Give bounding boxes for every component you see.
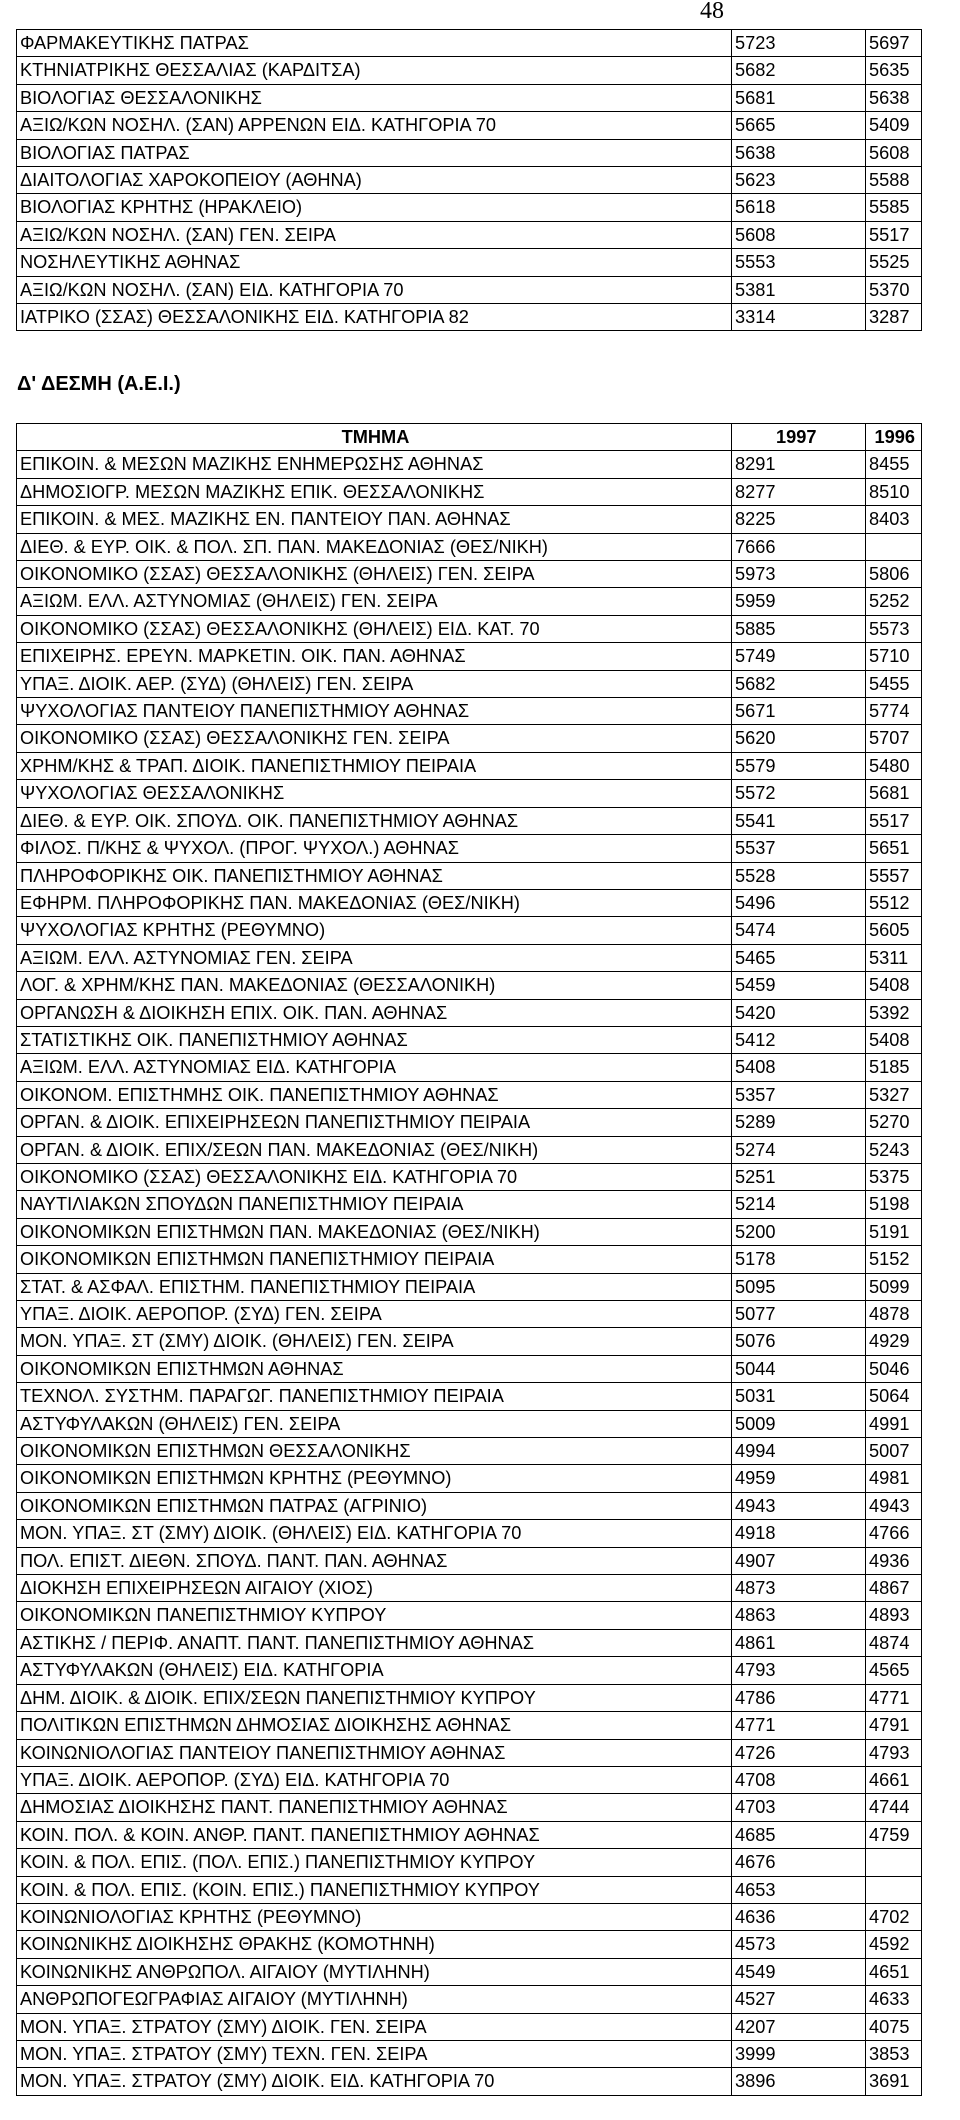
department-cell: ΜΟΝ. ΥΠΑΞ. ΣΤΡΑΤΟΥ (ΣΜΥ) ΔΙΟΙΚ. ΕΙΔ. ΚΑΤΗΓΟΡΙΑ 70: [17, 2068, 732, 2095]
score-1996-cell: 5635: [866, 57, 922, 84]
score-1996-cell: 4592: [866, 1931, 922, 1958]
table-row: [17, 139, 922, 166]
score-1996-cell: [866, 1849, 922, 1876]
score-1997-cell: 5031: [732, 1383, 866, 1410]
department-cell: ΚΟΙΝ. & ΠΟΛ. ΕΠΙΣ. (ΚΟΙΝ. ΕΠΙΣ.) ΠΑΝΕΠΙΣΤΗΜΙΟΥ ΚΥΠΡΟΥ: [17, 1876, 732, 1903]
table-row: [17, 698, 922, 725]
score-1996-cell: 5311: [866, 944, 922, 971]
score-1996-cell: [866, 533, 922, 560]
scores-table-top: [16, 29, 922, 331]
score-1996-cell: 4661: [866, 1766, 922, 1793]
department-cell: ΥΠΑΞ. ΔΙΟΙΚ. ΑΕΡΟΠΟΡ. (ΣΥΔ) ΓΕΝ. ΣΕΙΡΑ: [17, 1301, 732, 1328]
score-1996-cell: 5517: [866, 221, 922, 248]
table-row: [17, 1273, 922, 1300]
table-row: [17, 1081, 922, 1108]
department-cell: ΣΤΑΤΙΣΤΙΚΗΣ ΟΙΚ. ΠΑΝΕΠΙΣΤΗΜΙΟΥ ΑΘΗΝΑΣ: [17, 1026, 732, 1053]
score-1997-cell: 5044: [732, 1355, 866, 1382]
score-1996-cell: 4929: [866, 1328, 922, 1355]
department-cell: ΟΙΚΟΝΟΜΙΚΩΝ ΕΠΙΣΤΗΜΩΝ ΚΡΗΤΗΣ (ΡΕΘΥΜΝΟ): [17, 1465, 732, 1492]
score-1997-cell: 4708: [732, 1766, 866, 1793]
department-cell: ΨΥΧΟΛΟΓΙΑΣ ΘΕΣΣΑΛΟΝΙΚΗΣ: [17, 780, 732, 807]
score-1996-cell: 5046: [866, 1355, 922, 1382]
department-cell: ΑΣΤΥΦΥΛΑΚΩΝ (ΘΗΛΕΙΣ) ΕΙΔ. ΚΑΤΗΓΟΡΙΑ: [17, 1657, 732, 1684]
score-1996-cell: 5480: [866, 752, 922, 779]
score-1996-cell: 5408: [866, 1026, 922, 1053]
department-cell: ΑΞΙΩ/ΚΩΝ ΝΟΣΗΛ. (ΣΑΝ) ΕΙΔ. ΚΑΤΗΓΟΡΙΑ 70: [17, 276, 732, 303]
department-cell: ΣΤΑΤ. & ΑΣΦΑΛ. ΕΠΙΣΤΗΜ. ΠΑΝΕΠΙΣΤΗΜΙΟΥ ΠΕΙΡΑΙΑ: [17, 1273, 732, 1300]
score-1997-cell: 5541: [732, 807, 866, 834]
score-1997-cell: 8225: [732, 506, 866, 533]
score-1996-cell: 8403: [866, 506, 922, 533]
score-1997-cell: 4771: [732, 1712, 866, 1739]
score-1997-cell: 5357: [732, 1081, 866, 1108]
score-1997-cell: 5608: [732, 221, 866, 248]
table-row: [17, 1191, 922, 1218]
score-1996-cell: 4936: [866, 1547, 922, 1574]
score-1996-cell: 5392: [866, 999, 922, 1026]
score-1996-cell: 4793: [866, 1739, 922, 1766]
scores-table-d-desmi-body: [17, 424, 922, 2096]
department-cell: ΟΙΚΟΝΟΜΙΚΟ (ΣΣΑΣ) ΘΕΣΣΑΛΟΝΙΚΗΣ (ΘΗΛΕΙΣ) ΓΕΝ. ΣΕΙΡΑ: [17, 561, 732, 588]
table-row: [17, 1629, 922, 1656]
table-row: [17, 725, 922, 752]
score-1996-cell: 4981: [866, 1465, 922, 1492]
department-cell: ΑΞΙΩ/ΚΩΝ ΝΟΣΗΛ. (ΣΑΝ) ΑΡΡΕΝΩΝ ΕΙΔ. ΚΑΤΗΓΟΡΙΑ 70: [17, 112, 732, 139]
table-row: [17, 1054, 922, 1081]
score-1997-cell: 5095: [732, 1273, 866, 1300]
score-1996-cell: 5525: [866, 249, 922, 276]
department-cell: ΕΠΙΧΕΙΡΗΣ. ΕΡΕΥΝ. ΜΑΡΚΕΤΙΝ. ΟΙΚ. ΠΑΝ. ΑΘΗΝΑΣ: [17, 643, 732, 670]
score-1997-cell: 5420: [732, 999, 866, 1026]
score-1996-cell: 5697: [866, 30, 922, 57]
score-1996-cell: 5252: [866, 588, 922, 615]
score-1997-cell: 4703: [732, 1794, 866, 1821]
table-row: [17, 1849, 922, 1876]
department-cell: ΑΣΤΙΚΗΣ / ΠΕΡΙΦ. ΑΝΑΠΤ. ΠΑΝΤ. ΠΑΝΕΠΙΣΤΗΜΙΟΥ ΑΘΗΝΑΣ: [17, 1629, 732, 1656]
score-1997-cell: 5682: [732, 670, 866, 697]
table-row: [17, 561, 922, 588]
score-1997-cell: 4907: [732, 1547, 866, 1574]
score-1996-cell: 4744: [866, 1794, 922, 1821]
score-1997-cell: 4793: [732, 1657, 866, 1684]
table-row: [17, 1301, 922, 1328]
table-row: [17, 194, 922, 221]
scores-table-d-desmi: [16, 423, 922, 2096]
department-cell: ΟΙΚΟΝΟΜΙΚΩΝ ΕΠΙΣΤΗΜΩΝ ΠΑΝ. ΜΑΚΕΔΟΝΙΑΣ (ΘΕΣ/ΝΙΚΗ): [17, 1218, 732, 1245]
department-cell: ΟΡΓΑΝ. & ΔΙΟΙΚ. ΕΠΙΧ/ΣΕΩΝ ΠΑΝ. ΜΑΚΕΔΟΝΙΑΣ (ΘΕΣ/ΝΙΚΗ): [17, 1136, 732, 1163]
score-1996-cell: 5707: [866, 725, 922, 752]
department-cell: ΒΙΟΛΟΓΙΑΣ ΘΕΣΣΑΛΟΝΙΚΗΣ: [17, 84, 732, 111]
table-row: [17, 972, 922, 999]
department-cell: ΚΤΗΝΙΑΤΡΙΚΗΣ ΘΕΣΣΑΛΙΑΣ (ΚΑΡΔΙΤΣΑ): [17, 57, 732, 84]
department-cell: ΜΟΝ. ΥΠΑΞ. ΣΤΡΑΤΟΥ (ΣΜΥ) ΔΙΟΙΚ. ΓΕΝ. ΣΕΙΡΑ: [17, 2013, 732, 2040]
score-1997-cell: 4573: [732, 1931, 866, 1958]
score-1996-cell: 8455: [866, 451, 922, 478]
score-1997-cell: 4207: [732, 2013, 866, 2040]
header-year-1996: 1996: [866, 424, 922, 451]
table-row: [17, 1547, 922, 1574]
score-1996-cell: 4565: [866, 1657, 922, 1684]
score-1997-cell: 5474: [732, 917, 866, 944]
score-1996-cell: 5327: [866, 1081, 922, 1108]
department-cell: ΠΟΛΙΤΙΚΩΝ ΕΠΙΣΤΗΜΩΝ ΔΗΜΟΣΙΑΣ ΔΙΟΙΚΗΣΗΣ ΑΘΗΝΑΣ: [17, 1712, 732, 1739]
department-cell: ΑΞΙΩ/ΚΩΝ ΝΟΣΗΛ. (ΣΑΝ) ΓΕΝ. ΣΕΙΡΑ: [17, 221, 732, 248]
score-1996-cell: 5099: [866, 1273, 922, 1300]
score-1996-cell: 5710: [866, 643, 922, 670]
table-row: [17, 2013, 922, 2040]
score-1997-cell: 4863: [732, 1602, 866, 1629]
score-1996-cell: 5455: [866, 670, 922, 697]
score-1996-cell: 5557: [866, 862, 922, 889]
score-1996-cell: 4867: [866, 1575, 922, 1602]
department-cell: ΔΗΜ. ΔΙΟΙΚ. & ΔΙΟΙΚ. ΕΠΙΧ/ΣΕΩΝ ΠΑΝΕΠΙΣΤΗΜΙΟΥ ΚΥΠΡΟΥ: [17, 1684, 732, 1711]
table-row: [17, 57, 922, 84]
table-row: [17, 615, 922, 642]
table-row: [17, 1903, 922, 1930]
department-cell: ΔΗΜΟΣΙΟΓΡ. ΜΕΣΩΝ ΜΑΖΙΚΗΣ ΕΠΙΚ. ΘΕΣΣΑΛΟΝΙΚΗΣ: [17, 478, 732, 505]
score-1997-cell: 4861: [732, 1629, 866, 1656]
table-row: [17, 1136, 922, 1163]
department-cell: ΟΡΓΑΝΩΣΗ & ΔΙΟΙΚΗΣΗ ΕΠΙΧ. ΟΙΚ. ΠΑΝ. ΑΘΗΝΑΣ: [17, 999, 732, 1026]
score-1996-cell: 5517: [866, 807, 922, 834]
score-1996-cell: 5573: [866, 615, 922, 642]
table-row: [17, 588, 922, 615]
department-cell: ΑΞΙΩΜ. ΕΛΛ. ΑΣΤΥΝΟΜΙΑΣ (ΘΗΛΕΙΣ) ΓΕΝ. ΣΕΙΡΑ: [17, 588, 732, 615]
score-1997-cell: 5623: [732, 167, 866, 194]
table-row: [17, 167, 922, 194]
score-1997-cell: 5671: [732, 698, 866, 725]
table-row: [17, 478, 922, 505]
department-cell: ΛΟΓ. & ΧΡΗΜ/ΚΗΣ ΠΑΝ. ΜΑΚΕΔΟΝΙΑΣ (ΘΕΣΣΑΛΟΝΙΚΗ): [17, 972, 732, 999]
score-1996-cell: 3287: [866, 304, 922, 331]
department-cell: ΙΑΤΡΙΚΟ (ΣΣΑΣ) ΘΕΣΣΑΛΟΝΙΚΗΣ ΕΙΔ. ΚΑΤΗΓΟΡΙΑ 82: [17, 304, 732, 331]
table-row: [17, 1657, 922, 1684]
score-1996-cell: 5409: [866, 112, 922, 139]
score-1996-cell: 5375: [866, 1163, 922, 1190]
department-cell: ΚΟΙΝ. & ΠΟΛ. ΕΠΙΣ. (ΠΟΛ. ΕΠΙΣ.) ΠΑΝΕΠΙΣΤΗΜΙΟΥ ΚΥΠΡΟΥ: [17, 1849, 732, 1876]
score-1996-cell: 4893: [866, 1602, 922, 1629]
department-cell: ΦΙΛΟΣ. Π/ΚΗΣ & ΨΥΧΟΛ. (ΠΡΟΓ. ΨΥΧΟΛ.) ΑΘΗΝΑΣ: [17, 835, 732, 862]
score-1997-cell: 5572: [732, 780, 866, 807]
table-row: [17, 1876, 922, 1903]
score-1996-cell: 4702: [866, 1903, 922, 1930]
score-1997-cell: 4873: [732, 1575, 866, 1602]
score-1997-cell: 5665: [732, 112, 866, 139]
score-1997-cell: 4653: [732, 1876, 866, 1903]
score-1996-cell: 5681: [866, 780, 922, 807]
score-1997-cell: 4676: [732, 1849, 866, 1876]
score-1996-cell: 5007: [866, 1438, 922, 1465]
score-1997-cell: 5178: [732, 1246, 866, 1273]
department-cell: ΟΙΚΟΝΟΜΙΚΟ (ΣΣΑΣ) ΘΕΣΣΑΛΟΝΙΚΗΣ ΓΕΝ. ΣΕΙΡΑ: [17, 725, 732, 752]
score-1997-cell: 5620: [732, 725, 866, 752]
department-cell: ΕΠΙΚΟΙΝ. & ΜΕΣ. ΜΑΖΙΚΗΣ ΕΝ. ΠΑΝΤΕΙΟΥ ΠΑΝ. ΑΘΗΝΑΣ: [17, 506, 732, 533]
score-1996-cell: 5408: [866, 972, 922, 999]
score-1997-cell: 5214: [732, 1191, 866, 1218]
score-1997-cell: 5077: [732, 1301, 866, 1328]
score-1996-cell: 4874: [866, 1629, 922, 1656]
score-1997-cell: 4527: [732, 1986, 866, 2013]
table-row: [17, 780, 922, 807]
table-row: [17, 1958, 922, 1985]
department-cell: ΠΛΗΡΟΦΟΡΙΚΗΣ ΟΙΚ. ΠΑΝΕΠΙΣΤΗΜΙΟΥ ΑΘΗΝΑΣ: [17, 862, 732, 889]
score-1997-cell: 4549: [732, 1958, 866, 1985]
table-row: [17, 1410, 922, 1437]
score-1997-cell: 5274: [732, 1136, 866, 1163]
score-1997-cell: 5459: [732, 972, 866, 999]
table-row: [17, 1109, 922, 1136]
score-1997-cell: 5412: [732, 1026, 866, 1053]
score-1996-cell: 5370: [866, 276, 922, 303]
score-1997-cell: 5408: [732, 1054, 866, 1081]
table-row: [17, 999, 922, 1026]
table-row: [17, 1766, 922, 1793]
score-1997-cell: 4918: [732, 1520, 866, 1547]
table-row: [17, 112, 922, 139]
scores-table-top-body: [17, 30, 922, 331]
score-1996-cell: 5243: [866, 1136, 922, 1163]
table-row: [17, 221, 922, 248]
score-1996-cell: 5191: [866, 1218, 922, 1245]
score-1997-cell: 4726: [732, 1739, 866, 1766]
table-row: [17, 451, 922, 478]
table-row: [17, 30, 922, 57]
table-row: [17, 807, 922, 834]
department-cell: ΔΙΑΙΤΟΛΟΓΙΑΣ ΧΑΡΟΚΟΠΕΙΟΥ (ΑΘΗΝΑ): [17, 167, 732, 194]
department-cell: ΜΟΝ. ΥΠΑΞ. ΣΤΡΑΤΟΥ (ΣΜΥ) ΤΕΧΝ. ΓΕΝ. ΣΕΙΡΑ: [17, 2040, 732, 2067]
table-row: [17, 506, 922, 533]
department-cell: ΑΞΙΩΜ. ΕΛΛ. ΑΣΤΥΝΟΜΙΑΣ ΕΙΔ. ΚΑΤΗΓΟΡΙΑ: [17, 1054, 732, 1081]
header-year-1997: 1997: [732, 424, 866, 451]
department-cell: ΟΙΚΟΝΟΜΙΚΩΝ ΕΠΙΣΤΗΜΩΝ ΠΑΤΡΑΣ (ΑΓΡΙΝΙΟ): [17, 1492, 732, 1519]
table-row: [17, 944, 922, 971]
department-cell: ΟΙΚΟΝΟΜΙΚΩΝ ΕΠΙΣΤΗΜΩΝ ΠΑΝΕΠΙΣΤΗΜΙΟΥ ΠΕΙΡΑΙΑ: [17, 1246, 732, 1273]
department-cell: ΔΙΕΘ. & ΕΥΡ. ΟΙΚ. ΣΠΟΥΔ. ΟΙΚ. ΠΑΝΕΠΙΣΤΗΜΙΟΥ ΑΘΗΝΑΣ: [17, 807, 732, 834]
score-1996-cell: 4791: [866, 1712, 922, 1739]
score-1997-cell: 5959: [732, 588, 866, 615]
department-cell: ΧΡΗΜ/ΚΗΣ & ΤΡΑΠ. ΔΙΟΙΚ. ΠΑΝΕΠΙΣΤΗΜΙΟΥ ΠΕΙΡΑΙΑ: [17, 752, 732, 779]
score-1997-cell: 5381: [732, 276, 866, 303]
score-1996-cell: [866, 1876, 922, 1903]
score-1997-cell: 5009: [732, 1410, 866, 1437]
score-1996-cell: 4943: [866, 1492, 922, 1519]
score-1997-cell: 3314: [732, 304, 866, 331]
department-cell: ΝΑΥΤΙΛΙΑΚΩΝ ΣΠΟΥΔΩΝ ΠΑΝΕΠΙΣΤΗΜΙΟΥ ΠΕΙΡΑΙΑ: [17, 1191, 732, 1218]
department-cell: ΟΙΚΟΝΟΜ. ΕΠΙΣΤΗΜΗΣ ΟΙΚ. ΠΑΝΕΠΙΣΤΗΜΙΟΥ ΑΘΗΝΑΣ: [17, 1081, 732, 1108]
table-row: [17, 1438, 922, 1465]
table-row: [17, 1383, 922, 1410]
score-1997-cell: 4786: [732, 1684, 866, 1711]
table-row: [17, 670, 922, 697]
department-cell: ΔΗΜΟΣΙΑΣ ΔΙΟΙΚΗΣΗΣ ΠΑΝΤ. ΠΑΝΕΠΙΣΤΗΜΙΟΥ ΑΘΗΝΑΣ: [17, 1794, 732, 1821]
department-cell: ΜΟΝ. ΥΠΑΞ. ΣΤ (ΣΜΥ) ΔΙΟΙΚ. (ΘΗΛΕΙΣ) ΕΙΔ. ΚΑΤΗΓΟΡΙΑ 70: [17, 1520, 732, 1547]
score-1997-cell: 5200: [732, 1218, 866, 1245]
table-row: [17, 1602, 922, 1629]
table-row: [17, 84, 922, 111]
score-1996-cell: 4651: [866, 1958, 922, 1985]
table-row: [17, 533, 922, 560]
department-cell: ΥΠΑΞ. ΔΙΟΙΚ. ΑΕΡΟΠΟΡ. (ΣΥΔ) ΕΙΔ. ΚΑΤΗΓΟΡΙΑ 70: [17, 1766, 732, 1793]
table-row: [17, 304, 922, 331]
score-1997-cell: 4943: [732, 1492, 866, 1519]
section-heading: Δ' ΔΕΣΜΗ (Α.Ε.Ι.): [17, 373, 181, 395]
department-cell: ΥΠΑΞ. ΔΙΟΙΚ. ΑΕΡ. (ΣΥΔ) (ΘΗΛΕΙΣ) ΓΕΝ. ΣΕΙΡΑ: [17, 670, 732, 697]
table-row: [17, 1492, 922, 1519]
score-1996-cell: 5585: [866, 194, 922, 221]
table-row: [17, 276, 922, 303]
department-cell: ΑΣΤΥΦΥΛΑΚΩΝ (ΘΗΛΕΙΣ) ΓΕΝ. ΣΕΙΡΑ: [17, 1410, 732, 1437]
department-cell: ΟΙΚΟΝΟΜΙΚΩΝ ΠΑΝΕΠΙΣΤΗΜΙΟΥ ΚΥΠΡΟΥ: [17, 1602, 732, 1629]
score-1997-cell: 5579: [732, 752, 866, 779]
score-1996-cell: 5651: [866, 835, 922, 862]
score-1997-cell: 5681: [732, 84, 866, 111]
table-row: [17, 1684, 922, 1711]
score-1997-cell: 3999: [732, 2040, 866, 2067]
table-row: [17, 1355, 922, 1382]
score-1997-cell: 4636: [732, 1903, 866, 1930]
score-1997-cell: 4959: [732, 1465, 866, 1492]
table-row: [17, 1575, 922, 1602]
score-1997-cell: 5618: [732, 194, 866, 221]
table-row: [17, 1712, 922, 1739]
department-cell: ΔΙΕΘ. & ΕΥΡ. ΟΙΚ. & ΠΟΛ. ΣΠ. ΠΑΝ. ΜΑΚΕΔΟΝΙΑΣ (ΘΕΣ/ΝΙΚΗ): [17, 533, 732, 560]
score-1997-cell: 5553: [732, 249, 866, 276]
table-row: [17, 835, 922, 862]
score-1996-cell: 4766: [866, 1520, 922, 1547]
department-cell: ΜΟΝ. ΥΠΑΞ. ΣΤ (ΣΜΥ) ΔΙΟΙΚ. (ΘΗΛΕΙΣ) ΓΕΝ. ΣΕΙΡΑ: [17, 1328, 732, 1355]
score-1997-cell: 5885: [732, 615, 866, 642]
table-row: [17, 1218, 922, 1245]
score-1996-cell: 5512: [866, 889, 922, 916]
table-row: [17, 1986, 922, 2013]
score-1997-cell: 5749: [732, 643, 866, 670]
score-1997-cell: 5251: [732, 1163, 866, 1190]
department-cell: ΟΙΚΟΝΟΜΙΚΟ (ΣΣΑΣ) ΘΕΣΣΑΛΟΝΙΚΗΣ ΕΙΔ. ΚΑΤΗΓΟΡΙΑ 70: [17, 1163, 732, 1190]
table-row: [17, 889, 922, 916]
score-1996-cell: 5270: [866, 1109, 922, 1136]
score-1996-cell: 4759: [866, 1821, 922, 1848]
score-1996-cell: 4633: [866, 1986, 922, 2013]
score-1996-cell: 3691: [866, 2068, 922, 2095]
table-row: [17, 1821, 922, 1848]
score-1996-cell: 5806: [866, 561, 922, 588]
score-1996-cell: 5064: [866, 1383, 922, 1410]
score-1996-cell: 5774: [866, 698, 922, 725]
score-1997-cell: 7666: [732, 533, 866, 560]
department-cell: ΚΟΙΝΩΝΙΚΗΣ ΔΙΟΙΚΗΣΗΣ ΘΡΑΚΗΣ (ΚΟΜΟΤΗΝΗ): [17, 1931, 732, 1958]
score-1997-cell: 5682: [732, 57, 866, 84]
score-1997-cell: 5723: [732, 30, 866, 57]
table-row: [17, 1246, 922, 1273]
department-cell: ΟΡΓΑΝ. & ΔΙΟΙΚ. ΕΠΙΧΕΙΡΗΣΕΩΝ ΠΑΝΕΠΙΣΤΗΜΙΟΥ ΠΕΙΡΑΙΑ: [17, 1109, 732, 1136]
table-row: [17, 1026, 922, 1053]
score-1996-cell: 3853: [866, 2040, 922, 2067]
department-cell: ΑΞΙΩΜ. ΕΛΛ. ΑΣΤΥΝΟΜΙΑΣ ΓΕΝ. ΣΕΙΡΑ: [17, 944, 732, 971]
score-1997-cell: 5465: [732, 944, 866, 971]
score-1997-cell: 3896: [732, 2068, 866, 2095]
table-row: [17, 1794, 922, 1821]
department-cell: ΨΥΧΟΛΟΓΙΑΣ ΚΡΗΤΗΣ (ΡΕΘΥΜΝΟ): [17, 917, 732, 944]
score-1997-cell: 5638: [732, 139, 866, 166]
score-1997-cell: 4994: [732, 1438, 866, 1465]
table-row: [17, 2040, 922, 2067]
score-1997-cell: 5973: [732, 561, 866, 588]
score-1996-cell: 5198: [866, 1191, 922, 1218]
score-1996-cell: 8510: [866, 478, 922, 505]
department-cell: ΒΙΟΛΟΓΙΑΣ ΚΡΗΤΗΣ (ΗΡΑΚΛΕΙΟ): [17, 194, 732, 221]
score-1997-cell: 5289: [732, 1109, 866, 1136]
score-1997-cell: 8291: [732, 451, 866, 478]
score-1997-cell: 5537: [732, 835, 866, 862]
department-cell: ΠΟΛ. ΕΠΙΣΤ. ΔΙΕΘΝ. ΣΠΟΥΔ. ΠΑΝΤ. ΠΑΝ. ΑΘΗΝΑΣ: [17, 1547, 732, 1574]
department-cell: ΚΟΙΝΩΝΙΟΛΟΓΙΑΣ ΠΑΝΤΕΙΟΥ ΠΑΝΕΠΙΣΤΗΜΙΟΥ ΑΘΗΝΑΣ: [17, 1739, 732, 1766]
department-cell: ΚΟΙΝ. ΠΟΛ. & ΚΟΙΝ. ΑΝΘΡ. ΠΑΝΤ. ΠΑΝΕΠΙΣΤΗΜΙΟΥ ΑΘΗΝΑΣ: [17, 1821, 732, 1848]
department-cell: ΤΕΧΝΟΛ. ΣΥΣΤΗΜ. ΠΑΡΑΓΩΓ. ΠΑΝΕΠΙΣΤΗΜΙΟΥ ΠΕΙΡΑΙΑ: [17, 1383, 732, 1410]
department-cell: ΟΙΚΟΝΟΜΙΚΩΝ ΕΠΙΣΤΗΜΩΝ ΘΕΣΣΑΛΟΝΙΚΗΣ: [17, 1438, 732, 1465]
table-row: [17, 862, 922, 889]
score-1996-cell: 4878: [866, 1301, 922, 1328]
table-header-row: [17, 424, 922, 451]
score-1996-cell: 5638: [866, 84, 922, 111]
score-1996-cell: 5608: [866, 139, 922, 166]
score-1996-cell: 5605: [866, 917, 922, 944]
score-1997-cell: 8277: [732, 478, 866, 505]
table-row: [17, 1931, 922, 1958]
score-1996-cell: 5185: [866, 1054, 922, 1081]
department-cell: ΔΙΟΚΗΣΗ ΕΠΙΧΕΙΡΗΣΕΩΝ ΑΙΓΑΙΟΥ (ΧΙΟΣ): [17, 1575, 732, 1602]
table-row: [17, 249, 922, 276]
department-cell: ΟΙΚΟΝΟΜΙΚΩΝ ΕΠΙΣΤΗΜΩΝ ΑΘΗΝΑΣ: [17, 1355, 732, 1382]
table-row: [17, 2068, 922, 2095]
department-cell: ΚΟΙΝΩΝΙΚΗΣ ΑΝΘΡΩΠΟΛ. ΑΙΓΑΙΟΥ (ΜΥΤΙΛΗΝΗ): [17, 1958, 732, 1985]
page-number: 48: [700, 0, 724, 24]
score-1996-cell: 5152: [866, 1246, 922, 1273]
table-row: [17, 1328, 922, 1355]
department-cell: ΕΠΙΚΟΙΝ. & ΜΕΣΩΝ ΜΑΖΙΚΗΣ ΕΝΗΜΕΡΩΣΗΣ ΑΘΗΝΑΣ: [17, 451, 732, 478]
table-row: [17, 917, 922, 944]
score-1996-cell: 4771: [866, 1684, 922, 1711]
department-cell: ΨΥΧΟΛΟΓΙΑΣ ΠΑΝΤΕΙΟΥ ΠΑΝΕΠΙΣΤΗΜΙΟΥ ΑΘΗΝΑΣ: [17, 698, 732, 725]
score-1997-cell: 5528: [732, 862, 866, 889]
department-cell: ΒΙΟΛΟΓΙΑΣ ΠΑΤΡΑΣ: [17, 139, 732, 166]
table-row: [17, 1465, 922, 1492]
department-cell: ΕΦΗΡΜ. ΠΛΗΡΟΦΟΡΙΚΗΣ ΠΑΝ. ΜΑΚΕΔΟΝΙΑΣ (ΘΕΣ/ΝΙΚΗ): [17, 889, 732, 916]
table-row: [17, 1163, 922, 1190]
score-1997-cell: 5076: [732, 1328, 866, 1355]
department-cell: ΝΟΣΗΛΕΥΤΙΚΗΣ ΑΘΗΝΑΣ: [17, 249, 732, 276]
score-1996-cell: 4991: [866, 1410, 922, 1437]
score-1996-cell: 5588: [866, 167, 922, 194]
score-1997-cell: 4685: [732, 1821, 866, 1848]
table-row: [17, 1520, 922, 1547]
table-row: [17, 752, 922, 779]
department-cell: ΦΑΡΜΑΚΕΥΤΙΚΗΣ ΠΑΤΡΑΣ: [17, 30, 732, 57]
header-department: ΤΜΗΜΑ: [17, 424, 732, 451]
table-row: [17, 1739, 922, 1766]
department-cell: ΟΙΚΟΝΟΜΙΚΟ (ΣΣΑΣ) ΘΕΣΣΑΛΟΝΙΚΗΣ (ΘΗΛΕΙΣ) ΕΙΔ. ΚΑΤ. 70: [17, 615, 732, 642]
department-cell: ΚΟΙΝΩΝΙΟΛΟΓΙΑΣ ΚΡΗΤΗΣ (ΡΕΘΥΜΝΟ): [17, 1903, 732, 1930]
department-cell: ΑΝΘΡΩΠΟΓΕΩΓΡΑΦΙΑΣ ΑΙΓΑΙΟΥ (ΜΥΤΙΛΗΝΗ): [17, 1986, 732, 2013]
score-1996-cell: 4075: [866, 2013, 922, 2040]
score-1997-cell: 5496: [732, 889, 866, 916]
table-row: [17, 643, 922, 670]
